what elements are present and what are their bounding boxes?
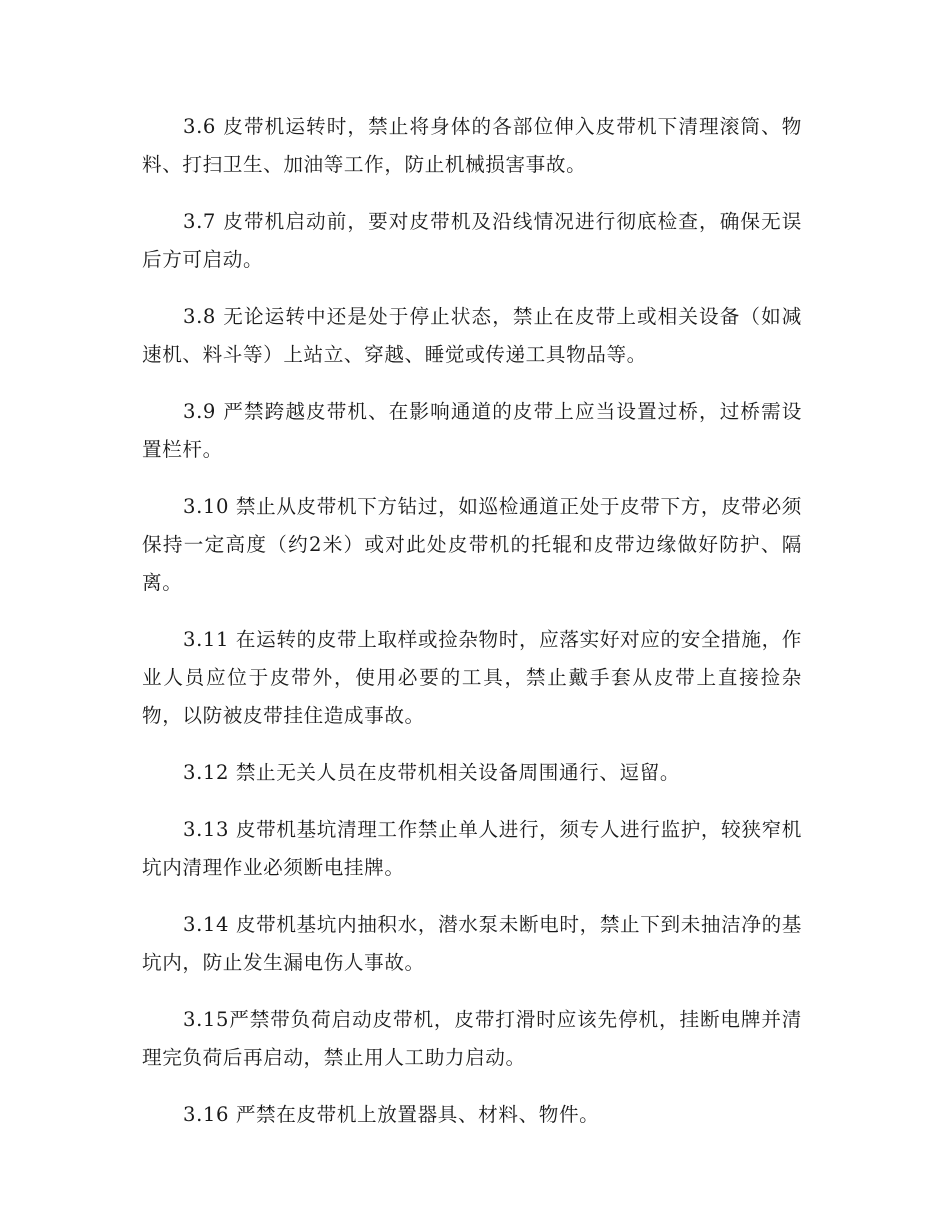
paragraph-3-12: 3.12 禁止无关人员在皮带机相关设备周围通行、逗留。 [183, 761, 681, 784]
paragraph-3-9: 3.9 严禁跨越皮带机、在影响通道的皮带上应当设置过桥，过桥需设置栏杆。 [142, 400, 802, 461]
paragraph-3-8: 3.8 无论运转中还是处于停止状态，禁止在皮带上或相关设备（如减速机、料斗等）上站立、穿越、睡觉或传递工具物品等。 [142, 305, 802, 366]
paragraph-3-16: 3.16 严禁在皮带机上放置器具、材料、物件。 [183, 1103, 600, 1126]
paragraph-3-14: 3.14 皮带机基坑内抽积水，潜水泵未断电时，禁止下到未抽洁净的基坑内，防止发生漏电伤人事故。 [142, 913, 802, 974]
paragraph-3-11: 3.11 在运转的皮带上取样或捡杂物时，应落实好对应的安全措施，作业人员应位于皮带外，使用必要的工具，禁止戴手套从皮带上直接捡杂物，以防被皮带挂住造成事故。 [142, 628, 802, 727]
paragraph-3-6: 3.6 皮带机运转时，禁止将身体的各部位伸入皮带机下清理滚筒、物料、打扫卫生、加油等工作，防止机械损害事故。 [142, 115, 802, 176]
document-body [142, 108, 802, 1153]
paragraph-3-7: 3.7 皮带机启动前，要对皮带机及沿线情况进行彻底检查，确保无误后方可启动。 [142, 210, 802, 271]
paragraph-3-13: 3.13 皮带机基坑清理工作禁止单人进行，须专人进行监护，较狭窄机坑内清理作业必须断电挂牌。 [142, 818, 802, 879]
paragraph-3-15: 3.15严禁带负荷启动皮带机，皮带打滑时应该先停机，挂断电牌并清理完负荷后再启动，禁止用人工助力启动。 [142, 1008, 802, 1069]
paragraph-3-10: 3.10 禁止从皮带机下方钻过，如巡检通道正处于皮带下方，皮带必须保持一定高度（约2米）或对此处皮带机的托辊和皮带边缘做好防护、隔离。 [142, 495, 802, 594]
